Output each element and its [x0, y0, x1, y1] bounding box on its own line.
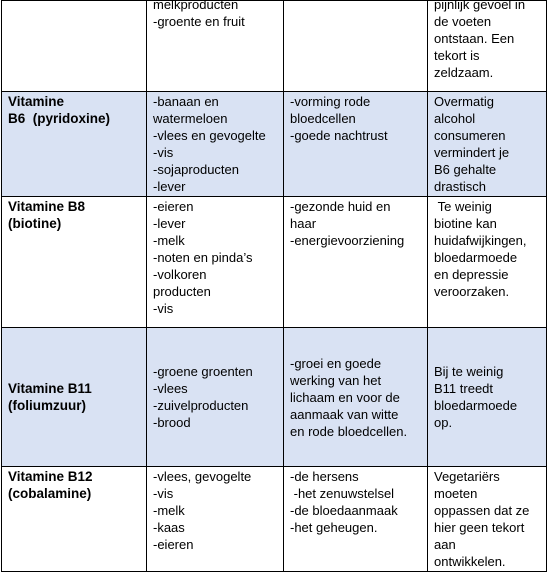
note-cell [428, 328, 547, 467]
vitamin-name-line: Vitamine B11 [8, 381, 92, 396]
function-line: -groei en goede [290, 355, 382, 371]
source-line: -zuivelproducten [153, 398, 249, 413]
note-line: bloedarmoede [434, 398, 518, 413]
note-cell [428, 467, 547, 572]
function-line: -gezonde huid en [290, 199, 391, 214]
note-line: bloedarmoede [434, 250, 518, 265]
source-line: -vis [153, 486, 174, 501]
source-line: -vlees, gevogelte [153, 469, 252, 484]
sources-cell [147, 328, 284, 467]
source-line: -vlees en gevogelte [153, 128, 266, 143]
vitamin-name-line: (cobalamine) [8, 486, 92, 501]
note-line: tekort is [434, 48, 480, 63]
source-line: -volkoren [153, 267, 207, 282]
note-cell [428, 1, 547, 92]
function-cell [284, 467, 428, 572]
source-line: -eieren [153, 199, 194, 214]
source-line: -kaas [153, 520, 185, 535]
function-line: bloedcellen [290, 111, 356, 126]
vitamin-name-cell [2, 328, 147, 467]
note-line: ontwikkelen. [434, 554, 506, 569]
note-line: huidafwijkingen, [434, 233, 527, 248]
note-cell [428, 92, 547, 197]
sources-cell [147, 1, 284, 92]
note-line: Vegetariërs [434, 469, 500, 484]
note-cell [428, 197, 547, 328]
function-line: -de hersens [290, 469, 359, 484]
source-line: -lever [153, 216, 186, 231]
vitamin-name-line: B6 (pyridoxine) [8, 111, 111, 126]
source-line: -sojaproducten [153, 162, 239, 177]
vitamin-name-line: (foliumzuur) [8, 398, 86, 413]
vitamin-name-line: Vitamine [8, 94, 65, 109]
note-line: aan [434, 537, 456, 552]
vitamin-name-cell [2, 197, 147, 328]
note-line: zeldzaam. [434, 65, 494, 80]
source-line: watermeloen [153, 111, 228, 126]
note-line: consumeren [434, 128, 506, 143]
function-line: aanmaak van witte [290, 406, 399, 422]
table-row-continuation [2, 1, 547, 92]
function-line: -goede nachtrust [290, 128, 388, 143]
function-line: -het zenuwstelsel [290, 486, 395, 501]
function-cell [284, 1, 428, 92]
note-line: veroorzaken. [434, 284, 510, 299]
table-row-b6 [2, 92, 547, 197]
function-line: lichaam en voor de [290, 389, 400, 405]
note-line: B11 treedt [434, 381, 494, 396]
source-line: -eieren [153, 537, 194, 552]
function-line: -energievoorziening [290, 233, 405, 248]
note-line: B6 gehalte [434, 162, 497, 177]
vitamin-name-line: Vitamine B8 [8, 199, 86, 214]
source-line: -banaan en [153, 94, 219, 109]
sources-cell [147, 92, 284, 197]
source-line: melkproducten [153, 0, 239, 12]
function-line: en rode bloedcellen. [290, 423, 408, 439]
function-line: -de bloedaanmaak [290, 503, 398, 518]
note-line: alcohol [434, 111, 476, 126]
function-line: werking van het [290, 372, 382, 388]
note-line: Te weinig [434, 199, 492, 214]
table-row-b11 [2, 328, 547, 467]
source-line: producten [153, 284, 211, 299]
vitamin-table [1, 0, 547, 572]
vitamin-name-line: Vitamine B12 [8, 469, 93, 484]
note-line: vermindert je [434, 145, 510, 160]
source-line: -groente en fruit [153, 14, 245, 29]
note-line: de voeten [434, 14, 492, 29]
source-line: -noten en pinda’s [153, 250, 253, 265]
sources-cell [147, 467, 284, 572]
note-line: op. [434, 415, 453, 430]
vitamin-name-cell [2, 467, 147, 572]
note-line: Bij te weinig [434, 364, 504, 379]
source-line: -melk [153, 503, 185, 518]
note-line: pijnlijk gevoel in [434, 0, 526, 12]
source-line: -melk [153, 233, 185, 248]
source-line: -vis [153, 301, 174, 316]
note-line: drastisch [434, 179, 487, 194]
note-line: biotine kan [434, 216, 497, 231]
source-line: -vlees [153, 381, 188, 396]
note-line: moeten [434, 486, 478, 501]
source-line: -brood [153, 415, 191, 430]
source-line: -vis [153, 145, 174, 160]
vitamin-name-cell [2, 92, 147, 197]
note-line: en depressie [434, 267, 509, 282]
table-row-b12 [2, 467, 547, 572]
function-cell [284, 197, 428, 328]
function-cell [284, 92, 428, 197]
note-line: oppassen dat ze [434, 503, 530, 518]
table-row-b8 [2, 197, 547, 328]
source-line: -lever [153, 179, 186, 194]
sources-cell [147, 197, 284, 328]
note-line: ontstaan. Een [434, 31, 515, 46]
vitamin-name-line: (biotine) [8, 216, 62, 231]
function-line: -het geheugen. [290, 520, 378, 535]
function-line: haar [290, 216, 317, 231]
function-cell [284, 328, 428, 467]
note-line: hier geen tekort [434, 520, 525, 535]
vitamin-name-cell [2, 1, 147, 92]
source-line: -groene groenten [153, 364, 253, 379]
function-line: -vorming rode [290, 94, 371, 109]
note-line: Overmatig [434, 94, 494, 109]
